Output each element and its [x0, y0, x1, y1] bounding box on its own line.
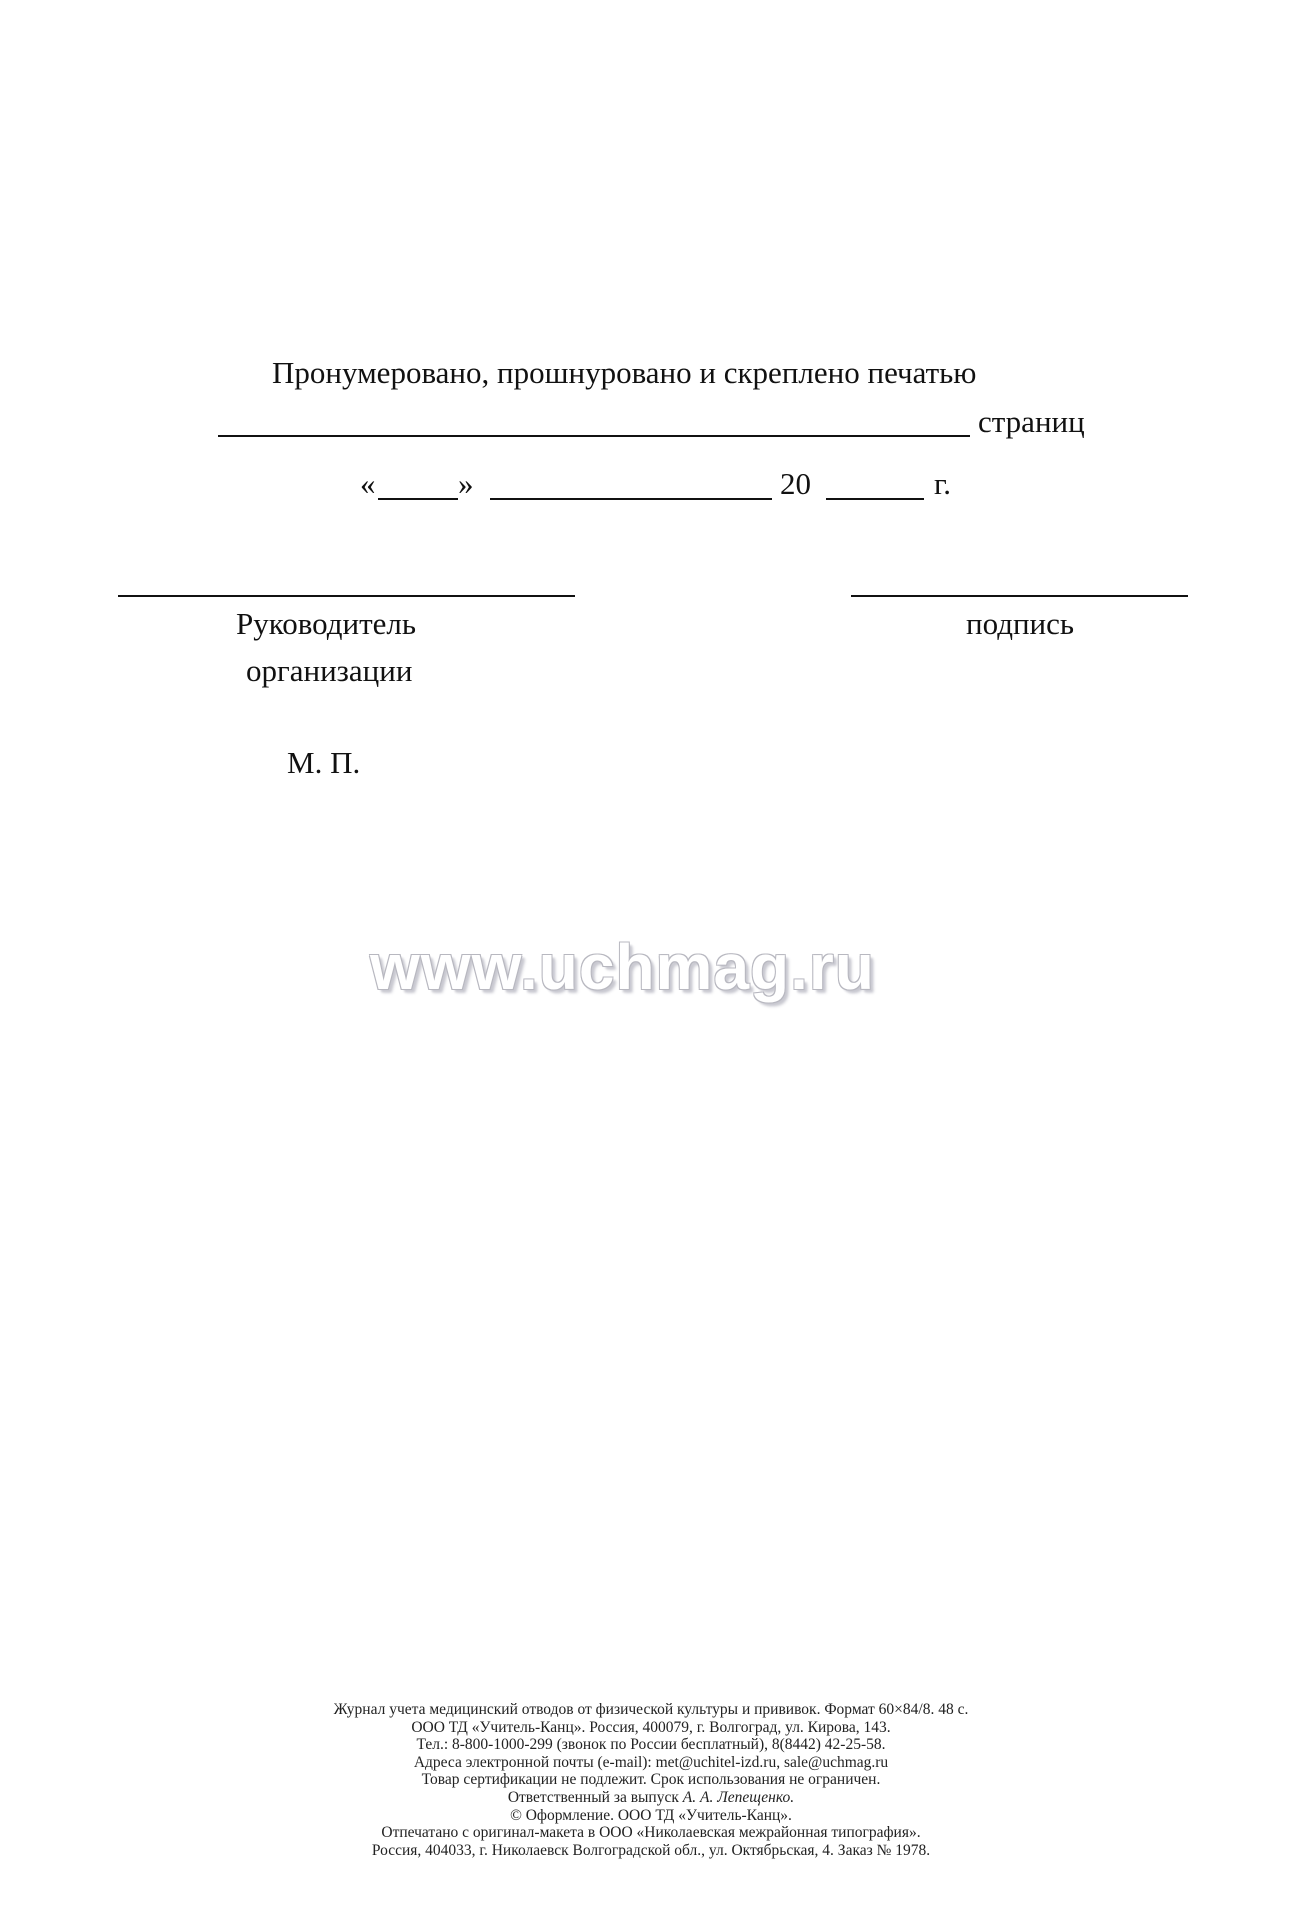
signature-line: [851, 595, 1188, 597]
imprint-line: Отпечатано с оригинал-макета в ООО «Николаевская межрайонная типография».: [381, 1824, 921, 1842]
signature-label: подпись: [966, 606, 1075, 641]
pages-count-line: [218, 435, 970, 437]
date-close-quote: »: [458, 466, 474, 501]
certification-heading: Пронумеровано, прошнуровано и скреплено печатью: [272, 355, 977, 390]
year-prefix: 20: [780, 466, 811, 501]
head-label-line1: Руководитель: [236, 606, 417, 641]
year-line: [826, 498, 924, 500]
imprint-line: Адреса электронной почты (e-mail): met@uchitel-izd.ru, sale@uchmag.ru: [413, 1753, 889, 1771]
imprint-line: Тел.: 8-800-1000-299 (звонок по России бесплатный), 8(8442) 42-25-58.: [416, 1736, 886, 1754]
day-line: [378, 498, 458, 500]
imprint-line: ООО ТД «Учитель-Канц». Россия, 400079, г. Волгоград, ул. Кирова, 143.: [411, 1718, 891, 1736]
head-name-line: [118, 595, 575, 597]
month-line: [490, 498, 772, 500]
imprint-line: © Оформление. ООО ТД «Учитель-Канц».: [510, 1806, 792, 1824]
imprint-line: [0, 1789, 1302, 1807]
imprint-line: Товар сертификации не подлежит. Срок использования не ограничен.: [421, 1771, 881, 1789]
watermark: www.uchmag.ru: [370, 931, 875, 1003]
imprint-responsible-label: Ответственный за выпуск: [507, 1788, 679, 1806]
date-open-quote: «: [360, 466, 376, 501]
pages-suffix: страниц: [978, 404, 1085, 439]
seal-mark: М. П.: [287, 745, 361, 780]
imprint-line: Журнал учета медицинский отводов от физической культуры и прививок. Формат 60×84/8. 48 с.: [333, 1701, 969, 1718]
imprint-line: Россия, 404033, г. Николаевск Волгоградской обл., ул. Октябрьская, 4. Заказ № 1978.: [371, 1841, 931, 1859]
head-label-line2: организации: [246, 653, 413, 688]
publisher-imprint: [0, 1701, 1302, 1859]
imprint-responsible-name: А. А. Лепещенко.: [682, 1788, 795, 1806]
year-suffix: г.: [934, 466, 951, 501]
